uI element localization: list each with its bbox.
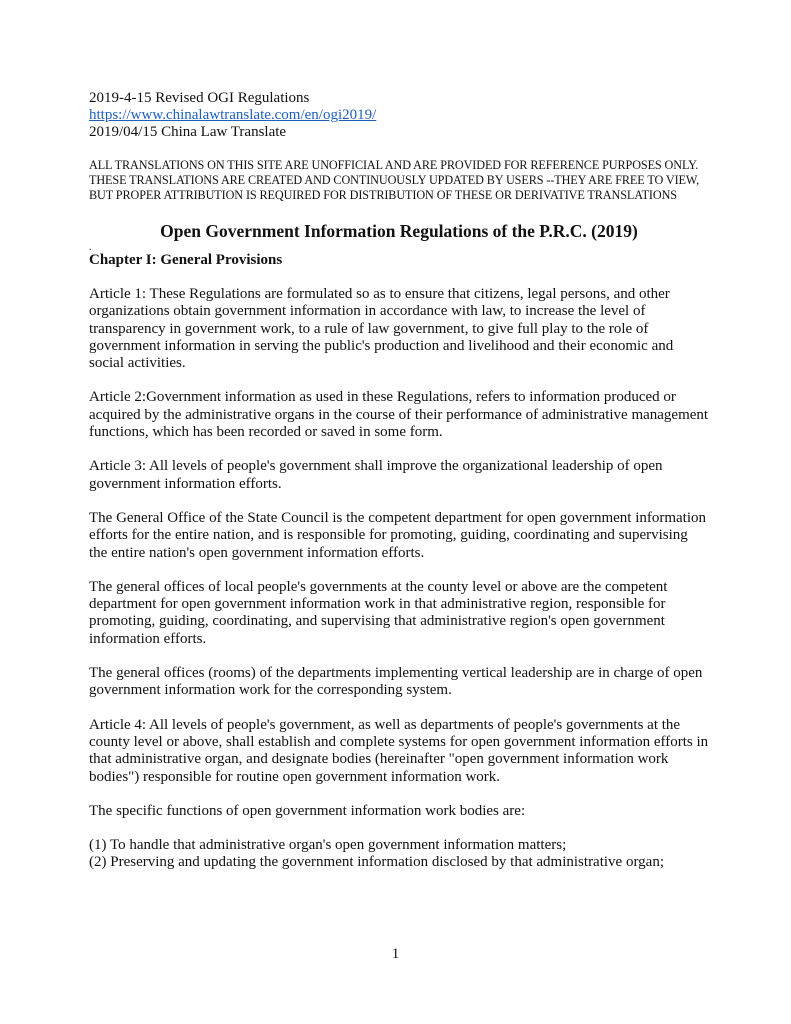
header-title-line: 2019-4-15 Revised OGI Regulations bbox=[89, 90, 310, 106]
state-council-paragraph: The General Office of the State Council is the competent department for open government information efforts for the entire nation, and is responsible for promoting, guiding, coordinating and supervising the entire nation's open government information efforts. bbox=[89, 509, 707, 561]
vertical-leadership-paragraph: The general offices (rooms) of the departments implementing vertical leadership are in charge of open government information work for the corresponding system. bbox=[89, 665, 703, 699]
list-item: (1) To handle that administrative organ's open government information matters; bbox=[89, 837, 567, 854]
stray-mark: . bbox=[89, 242, 92, 253]
functions-list bbox=[89, 837, 709, 872]
article-4-paragraph: Article 4: All levels of people's government, as well as departments of people's governments at the county level or above, shall establish and complete systems for open government information efforts in that administrative organ, and designate bodies (hereinafter "open government information work bodies") responsible for routine open government information work. bbox=[89, 716, 709, 785]
local-governments-paragraph: The general offices of local people's governments at the county level or above are the competent department for open government information work in that administrative region, responsible for promoting, guiding, coordinating, and supervising that administrative region's open government information efforts. bbox=[89, 578, 668, 647]
page-content bbox=[89, 90, 709, 872]
document-title: Open Government Information Regulations of the P.R.C. (2019) bbox=[160, 221, 638, 241]
source-url-link[interactable]: https://www.chinalawtranslate.com/en/ogi2019/ bbox=[89, 107, 377, 123]
article-1-paragraph: Article 1: These Regulations are formulated so as to ensure that citizens, legal persons, and other organizations obtain government information in accordance with law, to increase the level of transparency in government work, to a rule of law government, to give full play to the role of government information in serving the public's production and livelihood and their economic and social activities. bbox=[89, 286, 674, 372]
chapter-heading: Chapter I: General Provisions bbox=[89, 252, 283, 268]
functions-intro-paragraph: The specific functions of open government information work bodies are: bbox=[89, 802, 526, 819]
header-source-line: 2019/04/15 China Law Translate bbox=[89, 124, 287, 140]
source-url-line bbox=[89, 107, 709, 124]
article-2-paragraph: Article 2:Government information as used in these Regulations, refers to information produced or acquired by the administrative organs in the course of their performance of administrative management functions, which has been recorded or saved in some form. bbox=[89, 389, 709, 441]
disclaimer-text: ALL TRANSLATIONS ON THIS SITE ARE UNOFFICIAL AND ARE PROVIDED FOR REFERENCE PURPOSES ONLY. THESE TRANSLATIONS ARE CREATED AND CONTINUOUSLY UPDATED BY USERS --THEY ARE FREE TO VIEW, BUT PROPER ATTRIBUTION IS REQUIRED FOR DISTRIBUTION OF THESE OR DERIVATIVE TRANSLATIONS bbox=[89, 158, 700, 202]
article-3-paragraph: Article 3: All levels of people's government shall improve the organizational leadership of open government information efforts. bbox=[89, 458, 663, 492]
list-item: (2) Preserving and updating the government information disclosed by that administrative organ; bbox=[89, 854, 665, 871]
page-number: 1 bbox=[391, 946, 400, 962]
